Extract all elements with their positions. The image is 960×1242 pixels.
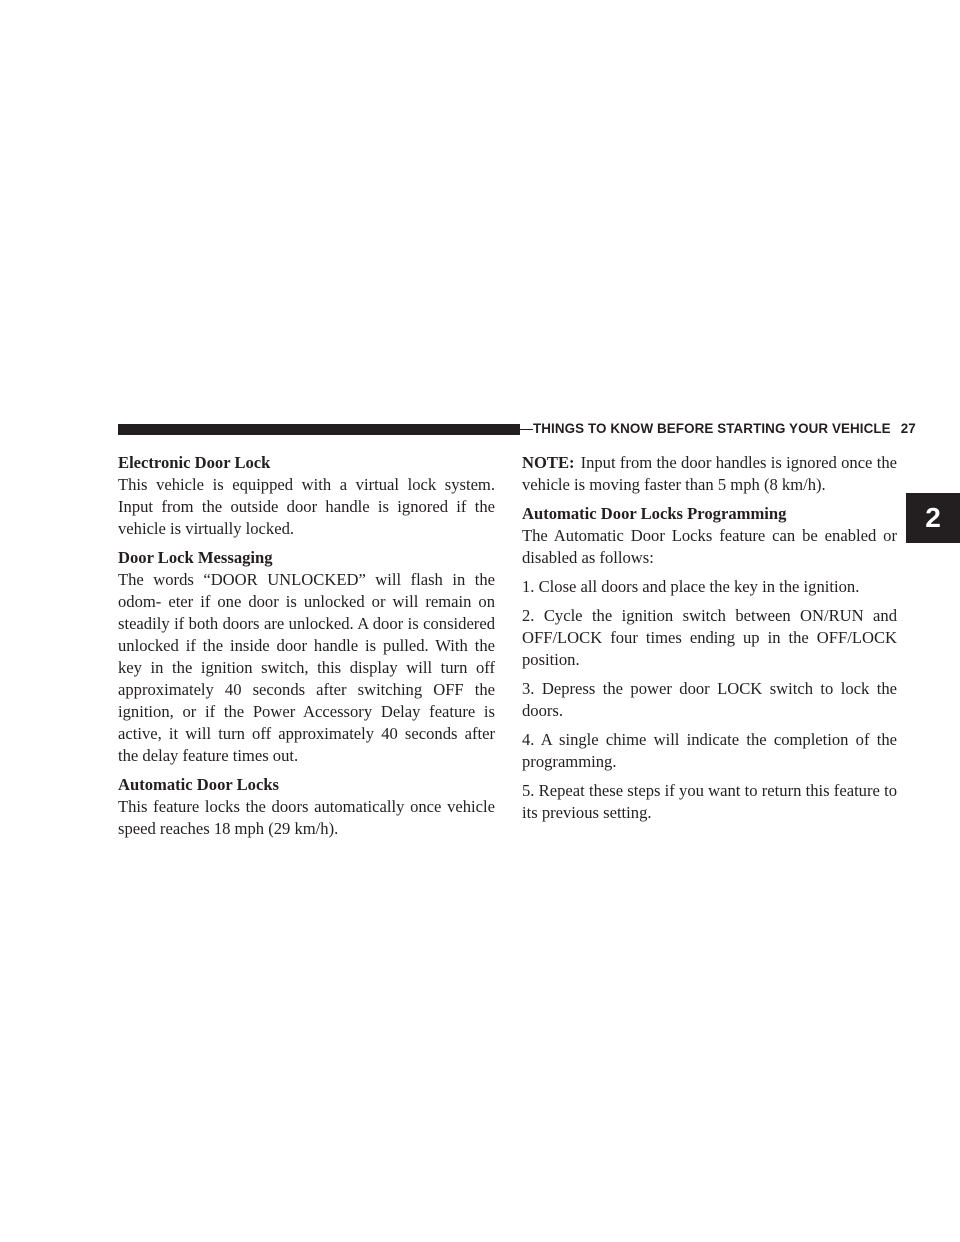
step-5: 5. Repeat these steps if you want to return this feature to its previous setting. <box>522 781 897 822</box>
step-1: 1. Close all doors and place the key in the ignition. <box>522 577 860 596</box>
section-heading-door-lock-messaging: Door Lock Messaging <box>118 548 273 567</box>
note-paragraph <box>522 452 897 496</box>
section-body-door-lock-messaging: The words “DOOR UNLOCKED” will flash in the odom- eter if one door is unlocked or will remain on steadily if both doors are unlocked. A door is considered unlocked if the inside door handle is pulled. With the key in the ignition switch, this display will turn off approximately 40 seconds after switching OFF the ignition, or if the Power Accessory Delay feature is active, it will turn off approximately 40 seconds after the delay feature times out. <box>118 570 495 765</box>
section-body-programming: The Automatic Door Locks feature can be enabled or disabled as follows: <box>522 526 897 567</box>
running-head-title: THINGS TO KNOW BEFORE STARTING YOUR VEHICLE <box>533 421 891 436</box>
section-heading-electronic-door-lock: Electronic Door Lock <box>118 453 271 472</box>
step-4: 4. A single chime will indicate the completion of the programming. <box>522 730 897 771</box>
running-head <box>533 421 920 436</box>
note-label: NOTE: <box>522 453 575 472</box>
section-body-automatic-door-locks: This feature locks the doors automatically once vehicle speed reaches 18 mph (29 km/h). <box>118 797 495 838</box>
page-number: 27 <box>900 421 916 436</box>
header-rule-bar <box>118 424 520 435</box>
chapter-tab-number: 2 <box>925 502 941 533</box>
section-heading-programming: Automatic Door Locks Programming <box>522 504 787 523</box>
section-body-electronic-door-lock: This vehicle is equipped with a virtual lock system. Input from the outside door handle is ignored if the vehicle is virtually locked. <box>118 475 495 538</box>
section-heading-automatic-door-locks: Automatic Door Locks <box>118 775 280 794</box>
step-3: 3. Depress the power door LOCK switch to lock the doors. <box>522 679 897 720</box>
right-column <box>522 452 897 824</box>
step-2: 2. Cycle the ignition switch between ON/RUN and OFF/LOCK four times ending up in the OFF/LOCK position. <box>522 606 897 669</box>
left-column <box>118 452 495 840</box>
chapter-tab <box>906 493 960 543</box>
note-text: Input from the door handles is ignored once the vehicle is moving faster than 5 mph (8 km/h). <box>522 453 897 494</box>
